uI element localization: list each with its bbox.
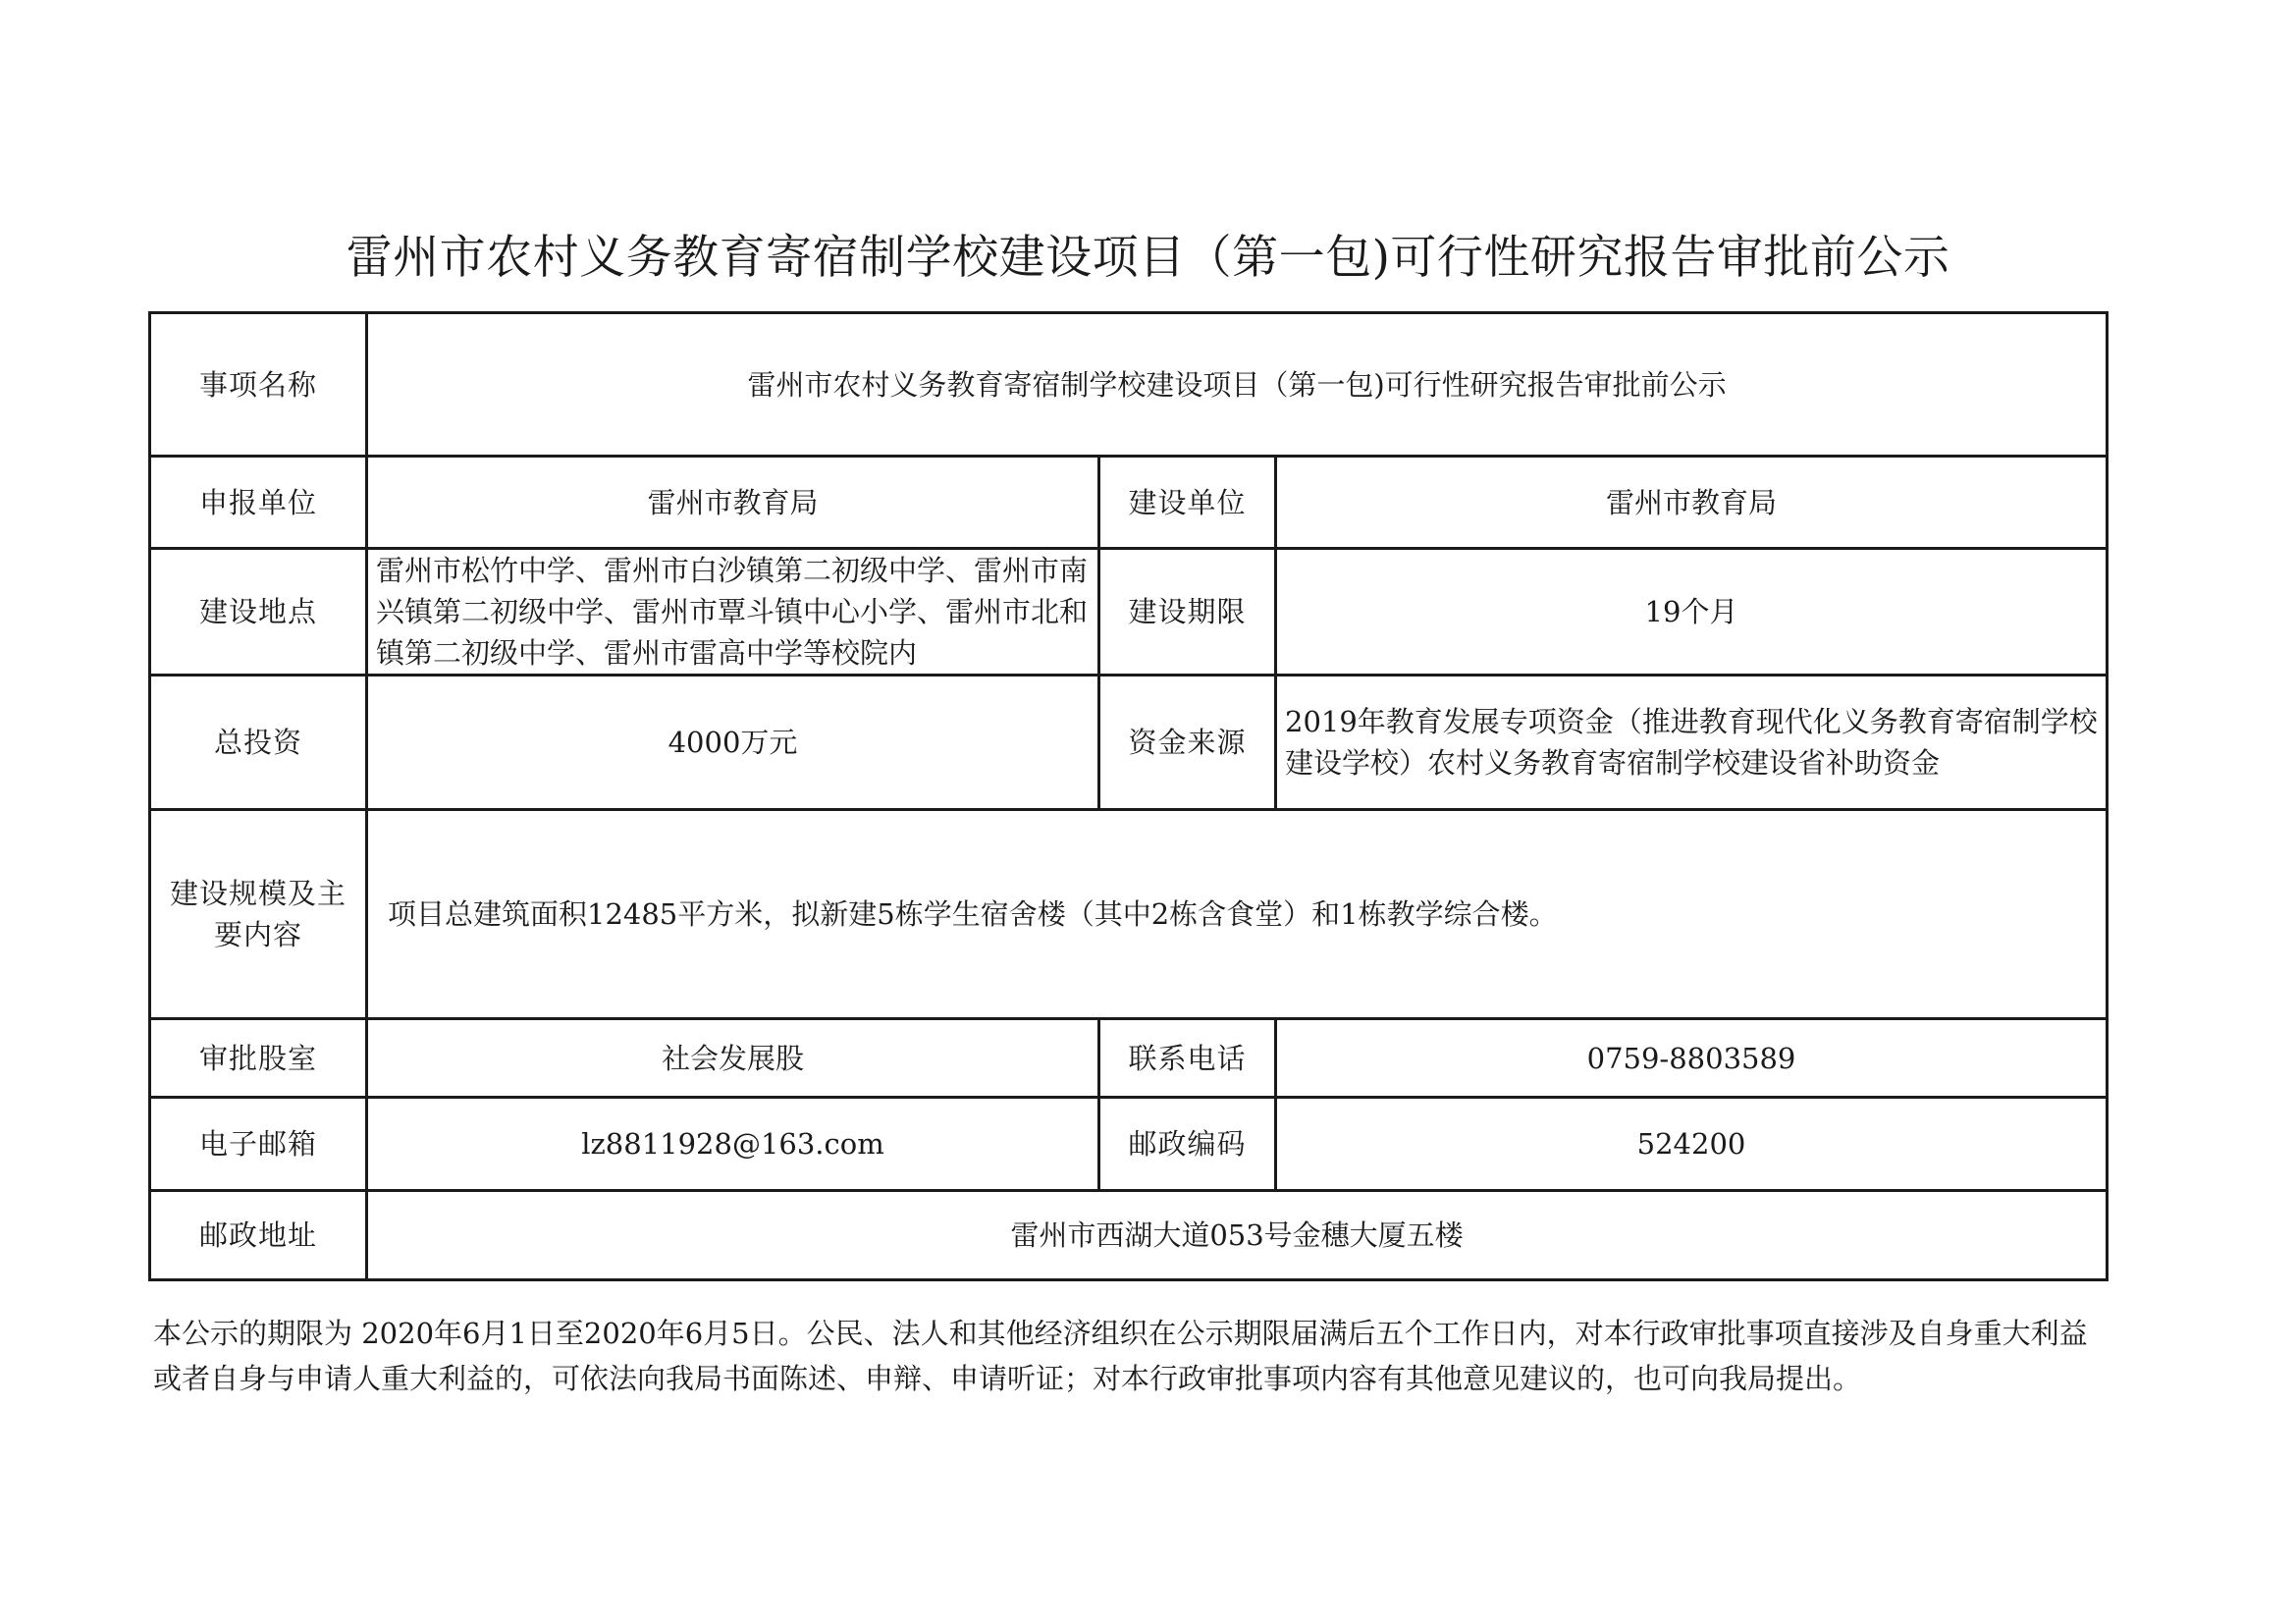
- funding-value: 2019年教育发展专项资金（推进教育现代化义务教育寄宿制学校建设学校）农村义务教育寄宿制学校建设省补助资金: [1276, 676, 2108, 810]
- item-name-value: 雷州市农村义务教育寄宿制学校建设项目（第一包)可行性研究报告审批前公示: [367, 313, 2108, 457]
- page-title: 雷州市农村义务教育寄宿制学校建设项目（第一包)可行性研究报告审批前公示: [346, 231, 1950, 285]
- builder-value: 雷州市教育局: [1276, 457, 2108, 549]
- postcode-label: 邮政编码: [1099, 1098, 1276, 1191]
- scale-label: 建设规模及主要内容: [150, 810, 367, 1019]
- phone-label: 联系电话: [1099, 1019, 1276, 1098]
- applicant-label: 申报单位: [150, 457, 367, 549]
- email-value[interactable]: lz8811928@163.com: [367, 1098, 1099, 1191]
- funding-label: 资金来源: [1099, 676, 1276, 810]
- row-location: [150, 549, 2108, 676]
- investment-label: 总投资: [150, 676, 367, 810]
- investment-value: 4000万元: [367, 676, 1099, 810]
- row-units: [150, 457, 2108, 549]
- location-label: 建设地点: [150, 549, 367, 676]
- period-value: 19个月: [1276, 549, 2108, 676]
- row-scale: [150, 810, 2108, 1019]
- address-label: 邮政地址: [150, 1191, 367, 1280]
- row-address: [150, 1191, 2108, 1280]
- period-label: 建设期限: [1099, 549, 1276, 676]
- office-label: 审批股室: [150, 1019, 367, 1098]
- phone-value: 0759-8803589: [1276, 1019, 2108, 1098]
- postcode-value: 524200: [1276, 1098, 2108, 1191]
- row-item-name: [150, 313, 2108, 457]
- office-value: 社会发展股: [367, 1019, 1099, 1098]
- row-office: [150, 1019, 2108, 1098]
- email-label: 电子邮箱: [150, 1098, 367, 1191]
- row-email: [150, 1098, 2108, 1191]
- address-value: 雷州市西湖大道053号金穗大厦五楼: [367, 1191, 2108, 1280]
- location-value: 雷州市松竹中学、雷州市白沙镇第二初级中学、雷州市南兴镇第二初级中学、雷州市覃斗镇中心小学、雷州市北和镇第二初级中学、雷州市雷高中学等校院内: [367, 549, 1099, 676]
- row-investment: [150, 676, 2108, 810]
- builder-label: 建设单位: [1099, 457, 1276, 549]
- notice-table: [148, 311, 2109, 1281]
- applicant-value: 雷州市教育局: [367, 457, 1099, 549]
- scale-value: 项目总建筑面积12485平方米，拟新建5栋学生宿舍楼（其中2栋含食堂）和1栋教学综合楼。: [367, 810, 2108, 1019]
- item-name-label: 事项名称: [150, 313, 367, 457]
- notice-footnote: 本公示的期限为 2020年6月1日至2020年6月5日。公民、法人和其他经济组织在公示期限届满后五个工作日内，对本行政审批事项直接涉及自身重大利益或者自身与申请人重大利益的，可依法向我局书面陈述、申辩、申请听证；对本行政审批事项内容有其他意见建议的，也可向我局提出。: [153, 1317, 2088, 1395]
